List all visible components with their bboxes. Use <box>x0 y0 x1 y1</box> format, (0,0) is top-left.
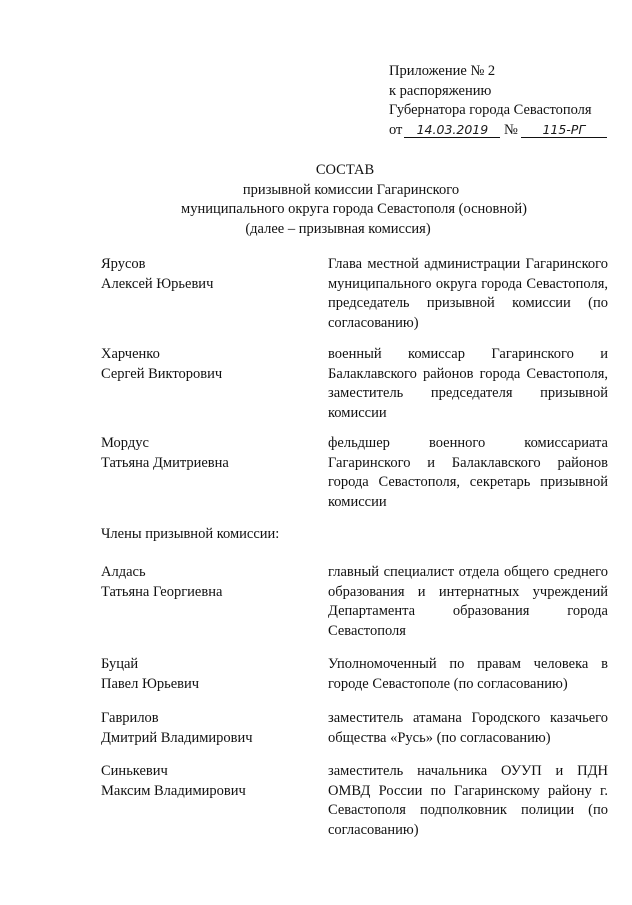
members-heading: Члены призывной комиссии: <box>101 526 280 542</box>
person-surname: Синькевич <box>101 763 168 779</box>
person-given-names: Дмитрий Владимирович <box>101 729 253 746</box>
person-surname: Буцай <box>101 656 139 672</box>
person-name <box>101 255 301 294</box>
person-role: заместитель атамана Городского казачьего общества «Русь» (по согласованию) <box>328 710 608 746</box>
person-given-names: Сергей Викторович <box>101 365 223 382</box>
person-given-names: Алексей Юрьевич <box>101 275 214 292</box>
handwritten-number: 115-РГ <box>521 122 607 138</box>
person-given-names: Татьяна Дмитриевна <box>101 454 229 471</box>
appendix-header <box>389 62 624 140</box>
person-surname: Мордус <box>101 435 149 451</box>
title-line-1: СОСТАВ <box>315 162 375 178</box>
title-line-3: муниципального округа города Севастополя (основной) <box>181 201 527 217</box>
title-line-4: (далее – призывная комиссия) <box>245 220 431 237</box>
person-role: заместитель начальника ОУУП и ПДН ОМВД России по Гагаринскому району г. Севастополя подполковник полиции (по согласованию) <box>328 763 608 838</box>
person-role: фельдшер военного комиссариата Гагаринского и Балаклавского районов города Севастополя, секретарь призывной комиссии <box>328 435 608 510</box>
person-name <box>101 762 301 801</box>
person-surname: Гаврилов <box>101 710 159 726</box>
handwritten-date: 14.03.2019 <box>404 122 500 138</box>
appendix-reference: к распоряжению <box>389 82 492 99</box>
number-label: № <box>504 121 518 138</box>
appendix-number: Приложение № 2 <box>389 63 496 79</box>
person-surname: Ярусов <box>101 256 146 272</box>
person-name <box>101 345 301 384</box>
person-given-names: Максим Владимирович <box>101 782 246 799</box>
person-given-names: Павел Юрьевич <box>101 675 200 692</box>
from-label: от <box>389 121 403 138</box>
appendix-issuer: Губернатора города Севастополя <box>389 102 592 118</box>
person-surname: Харченко <box>101 346 160 362</box>
appendix-date-line <box>389 121 624 141</box>
title-line-2: призывной комиссии Гагаринского <box>242 181 460 198</box>
person-name <box>101 434 301 473</box>
person-given-names: Татьяна Георгиевна <box>101 583 223 600</box>
person-role: главный специалист отдела общего среднего образования и интернатных учреждений Департамента образования города Севастополя <box>328 564 608 639</box>
person-role: военный комиссар Гагаринского и Балаклавского районов города Севастополя, заместитель председателя призывной комиссии <box>328 346 608 421</box>
person-surname: Алдась <box>101 564 146 580</box>
person-name <box>101 563 301 602</box>
person-role: Глава местной администрации Гагаринского муниципального округа города Севастополя, председатель призывной комиссии (по согласованию) <box>328 256 608 331</box>
document-title <box>0 161 632 239</box>
person-name <box>101 709 301 748</box>
person-role: Уполномоченный по правам человека в городе Севастополе (по согласованию) <box>328 656 608 692</box>
person-name <box>101 655 301 694</box>
